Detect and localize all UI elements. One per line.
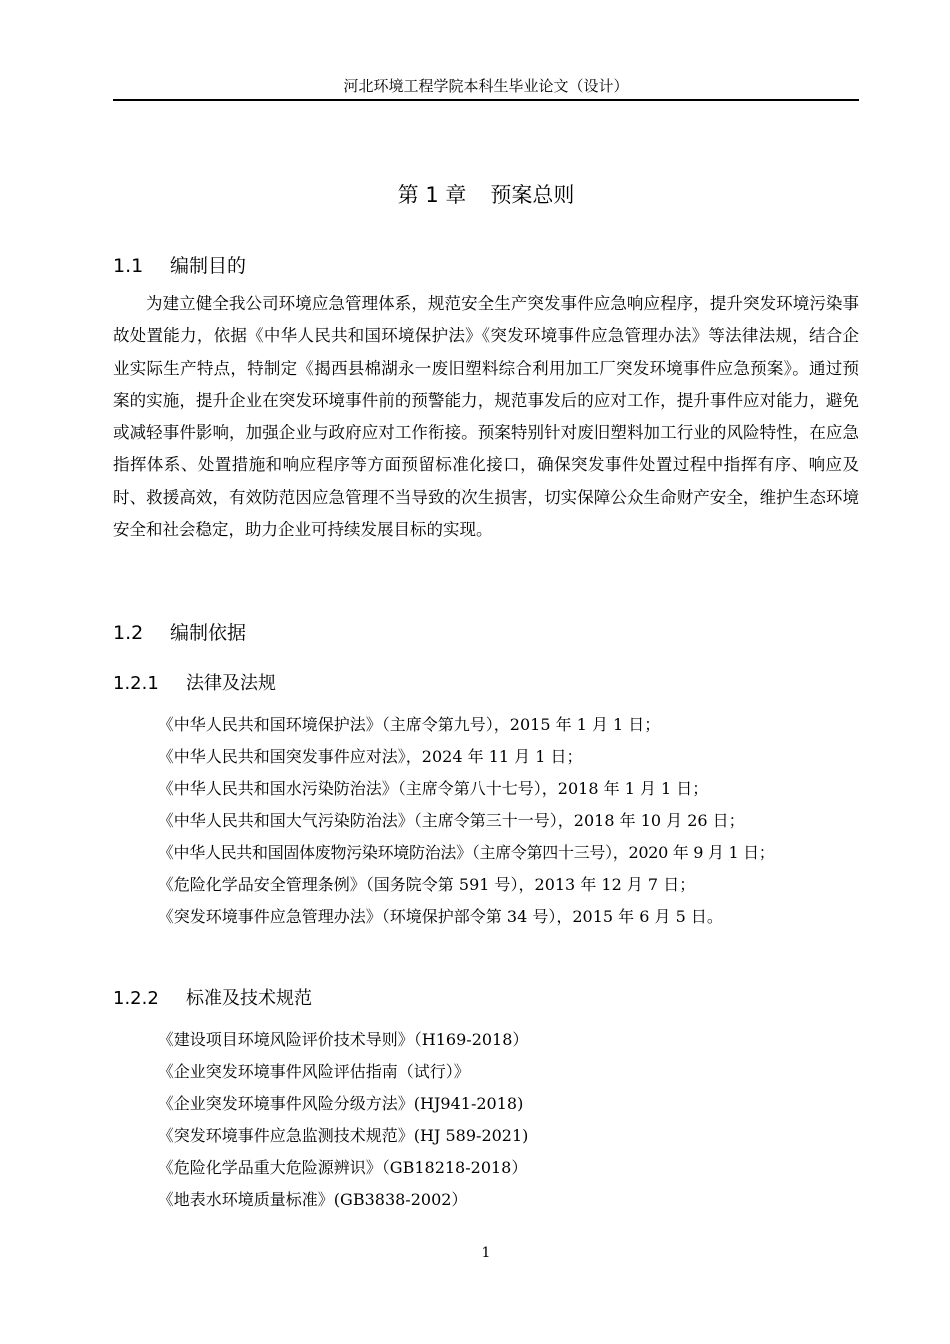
list-item: 《中华人民共和国水污染防治法》（主席令第八十七号），2018 年 1 月 1 日； [157,779,709,798]
subsection-heading-1-2-1 [113,671,276,697]
section-title: 编制依据 [170,622,247,644]
list-item: 《建设项目环境风险评价技术导则》（H169-2018） [157,1030,529,1049]
laws-list [113,709,859,933]
header-rule [113,99,859,101]
list-item: 《危险化学品安全管理条例》（国务院令第 591 号），2013 年 12 月 7 日； [157,875,696,894]
chapter-title [113,180,859,210]
subsection-title: 法律及法规 [186,673,276,694]
list-item: 《中华人民共和国大气污染防治法》（主席令第三十一号），2018 年 10 月 26 日； [157,811,745,830]
list-item: 《企业突发环境事件风险评估指南（试行）》 [157,1062,470,1081]
list-item: 《中华人民共和国环境保护法》（主席令第九号），2015 年 1 月 1 日； [157,715,661,734]
list-item: 《企业突发环境事件风险分级方法》(HJ941-2018) [157,1094,524,1113]
subsection-number: 1.2.2 [113,988,159,1009]
section-heading-1-2 [113,620,246,646]
list-item: 《突发环境事件应急监测技术规范》(HJ 589-2021) [157,1126,529,1145]
subsection-heading-1-2-2 [113,986,312,1012]
subsection-number: 1.2.1 [113,673,159,694]
purpose-paragraph: 为建立健全我公司环境应急管理体系，规范安全生产突发事件应急响应程序，提升突发环境污染事故处置能力，依据《中华人民共和国环境保护法》《突发环境事件应急管理办法》等法律法规，结合企业实际生产特点，特制定《揭西县棉湖永一废旧塑料综合利用加工厂突发环境事件应急预案》。通过预案的实施，提升企业在突发环境事件前的预警能力，规范事发后的应对工作，提升事件应对能力，避免或减轻事件影响，加强企业与政府应对工作衔接。预案特别针对废旧塑料加工行业的风险特性，在应急指挥体系、处置措施和响应程序等方面预留标准化接口，确保突发事件处置过程中指挥有序、响应及时、救援高效，有效防范因应急管理不当导致的次生损害，切实保障公众生命财产安全，维护生态环境安全和社会稳定，助力企业可持续发展目标的实现。 [113,294,859,540]
standards-list [113,1024,859,1216]
list-item: 《危险化学品重大危险源辨识》（GB18218-2018） [157,1158,528,1177]
section-number: 1.2 [113,622,144,644]
page-header: 河北环境工程学院本科生毕业论文（设计） [343,77,629,95]
chapter-name: 预案总则 [490,183,575,207]
section-heading-1-1 [113,253,246,279]
list-item: 《地表水环境质量标准》(GB3838-2002） [157,1190,468,1209]
chapter-number: 第 1 章 [397,183,467,207]
section-title: 编制目的 [170,255,247,277]
list-item: 《中华人民共和国固体废物污染环境防治法》（主席令第四十三号），2020 年 9 月 1 日； [157,843,775,862]
list-item: 《中华人民共和国突发事件应对法》，2024 年 11 月 1 日； [157,747,583,766]
section-number: 1.1 [113,255,144,277]
page-number: 1 [481,1245,491,1261]
list-item: 《突发环境事件应急管理办法》（环境保护部令第 34 号），2015 年 6 月 5 日。 [157,907,723,926]
subsection-title: 标准及技术规范 [186,988,312,1009]
